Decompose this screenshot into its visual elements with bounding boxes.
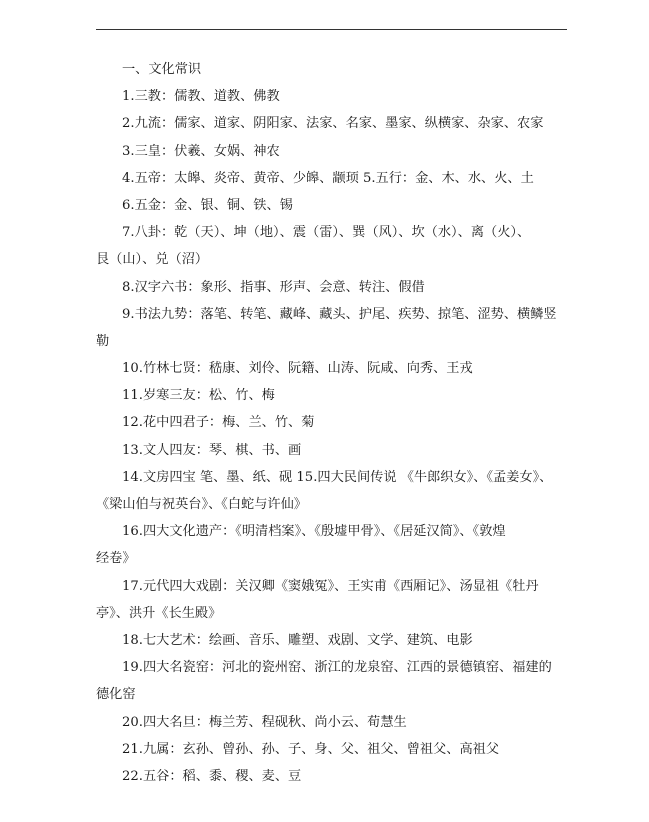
list-item: 19.四大名瓷窑：河北的瓷州窑、浙江的龙泉窑、江西的景德镇窑、福建的 bbox=[122, 660, 552, 676]
document-body bbox=[96, 56, 571, 790]
list-item: 10.竹林七贤：嵇康、刘伶、阮籍、山涛、阮咸、向秀、王戎 bbox=[122, 361, 473, 377]
list-item: 14.文房四宝 笔、墨、纸、砚 15.四大民间传说 《牛郎织女》、《孟姜女》、 bbox=[122, 469, 553, 485]
list-item: 12.花中四君子：梅、兰、竹、菊 bbox=[122, 415, 315, 431]
list-item-continuation: 《梁山伯与祝英台》、《白蛇与许仙》 bbox=[96, 497, 307, 512]
list-item: 18.七大艺术：绘画、音乐、雕塑、戏剧、文学、建筑、电影 bbox=[122, 632, 473, 648]
list-item: 7.八卦：乾（天）、坤（地）、震（雷）、巽（风）、坎（水）、离（火）、 bbox=[122, 225, 531, 241]
list-item-continuation: 亭》、洪升《长生殿》 bbox=[96, 605, 222, 621]
list-item-continuation: 勒 bbox=[96, 333, 110, 349]
list-item-continuation: 德化窑 bbox=[96, 687, 136, 703]
section-heading: 一、文化常识 bbox=[122, 62, 202, 77]
list-item: 13.文人四友：琴、棋、书、画 bbox=[122, 442, 302, 458]
list-item: 9.书法九势：落笔、转笔、藏峰、藏头、护尾、疾势、掠笔、涩势、横鳞竖 bbox=[122, 306, 557, 322]
list-item: 17.元代四大戏剧：关汉卿《窦娥冤》、王实甫《西厢记》、汤显祖《牡丹 bbox=[122, 578, 539, 594]
list-item: 20.四大名旦：梅兰芳、程砚秋、尚小云、荀慧生 bbox=[122, 714, 407, 730]
list-item: 4.五帝：太皞、炎帝、黄帝、少皞、颛顼 5.五行：金、木、水、火、土 bbox=[122, 170, 534, 186]
list-item: 6.五金：金、银、铜、铁、锡 bbox=[122, 197, 293, 213]
list-item: 1.三教：儒教、道教、佛教 bbox=[122, 89, 280, 105]
header-rule bbox=[96, 29, 567, 30]
list-item-continuation: 经卷》 bbox=[96, 551, 136, 567]
list-item: 21.九属：玄孙、曾孙、孙、子、身、父、祖父、曾祖父、高祖父 bbox=[122, 741, 500, 757]
list-item: 3.三皇：伏羲、女娲、神农 bbox=[122, 143, 280, 159]
list-item: 22.五谷：稻、黍、稷、麦、豆 bbox=[122, 768, 302, 784]
list-item: 11.岁寒三友：松、竹、梅 bbox=[122, 388, 275, 404]
list-item: 8.汉字六书：象形、指事、形声、会意、转注、假借 bbox=[122, 279, 425, 295]
list-item: 16.四大文化遗产：《明清档案》、《殷墟甲骨》、《居延汉简》、《敦煌 bbox=[122, 524, 506, 540]
list-item-continuation: 艮（山）、兑（沼） bbox=[96, 252, 209, 268]
list-item: 2.九流：儒家、道家、阴阳家、法家、名家、墨家、纵横家、杂家、农家 bbox=[122, 116, 544, 132]
